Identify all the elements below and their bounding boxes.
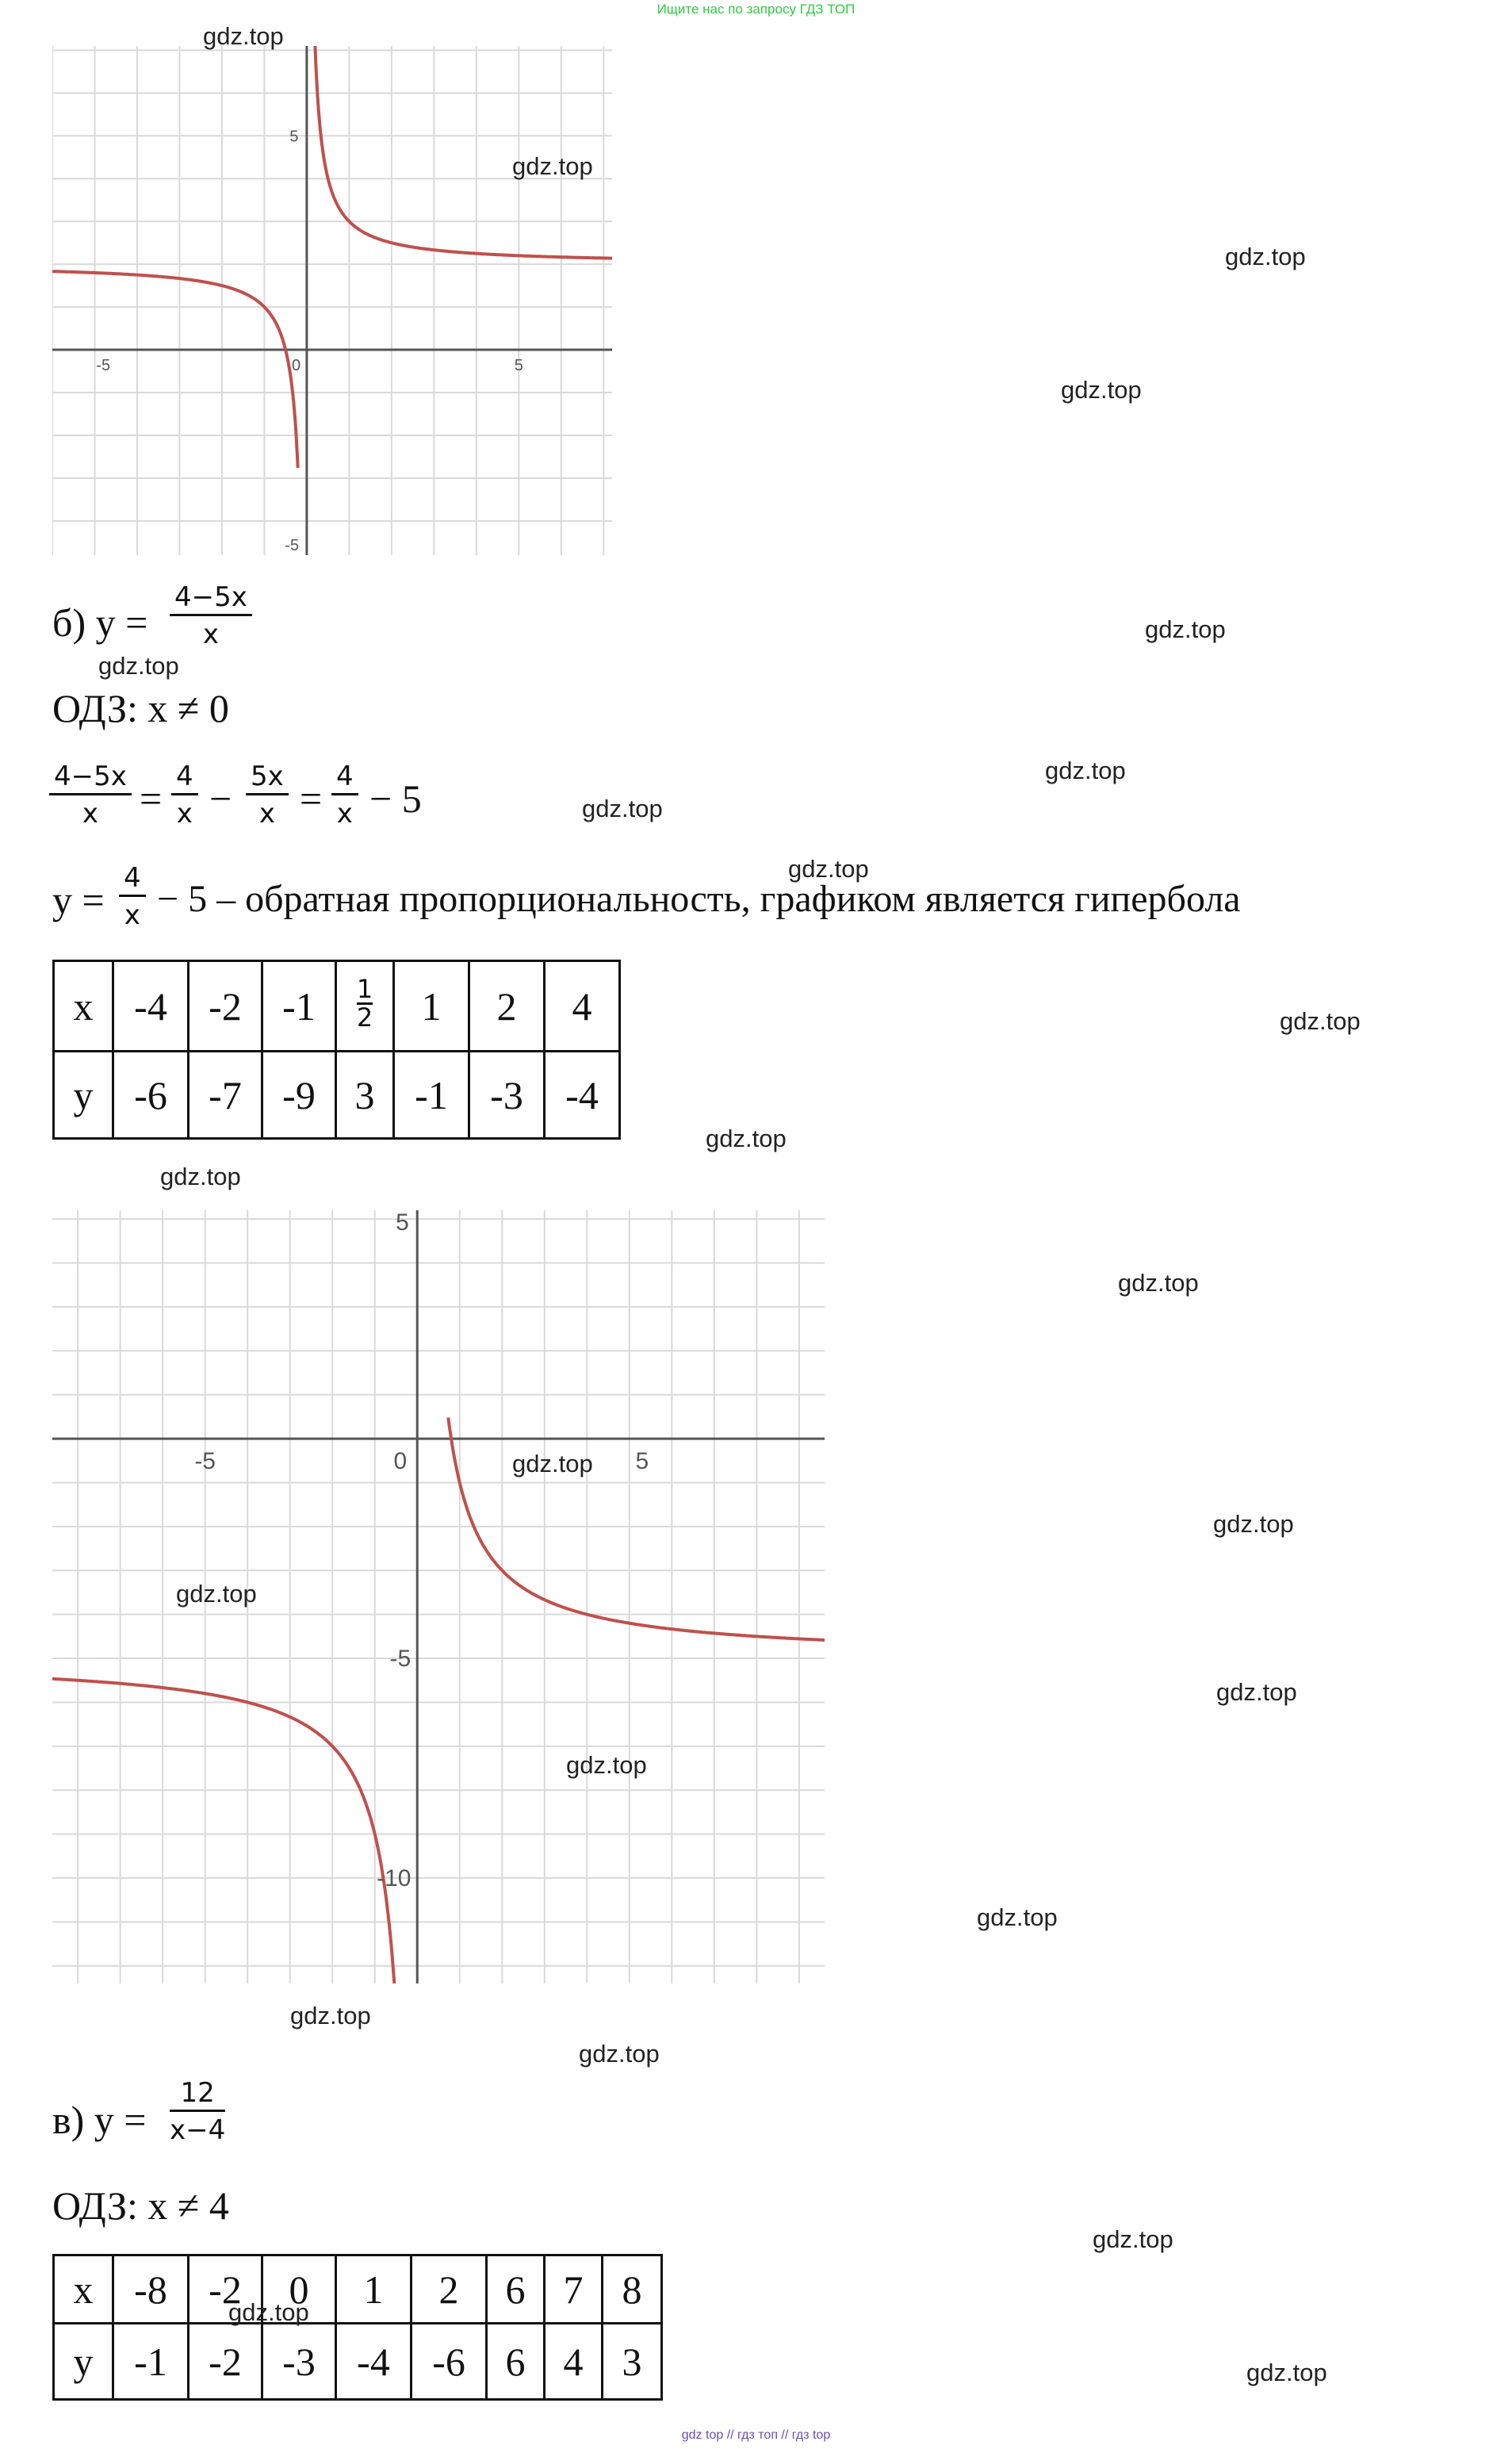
watermark: gdz.top bbox=[203, 22, 284, 50]
part-b-odz: ОДЗ: x ≠ 0 bbox=[52, 686, 229, 730]
table-cell: -6 bbox=[113, 1052, 189, 1139]
tick-label: 5 bbox=[635, 1448, 649, 1475]
table-row bbox=[54, 961, 620, 1052]
fraction-denominator: x bbox=[124, 899, 140, 931]
table-cell: -2 bbox=[189, 2324, 262, 2400]
watermark: gdz.top bbox=[1093, 2225, 1173, 2253]
fraction-denominator: x bbox=[258, 798, 275, 830]
result-fraction bbox=[119, 864, 146, 929]
table-header-x: x bbox=[54, 961, 113, 1052]
table-header-x: x bbox=[54, 2255, 113, 2324]
fraction-denominator: x−4 bbox=[170, 2114, 226, 2146]
table-cell: 1 bbox=[336, 2255, 411, 2324]
transform-fraction-4 bbox=[331, 761, 358, 830]
table-cell-fraction bbox=[336, 961, 394, 1052]
part-b-label: б) y = bbox=[52, 600, 148, 645]
table-cell: -4 bbox=[545, 1052, 620, 1139]
footer-links[interactable]: gdz top // гдз топ // гдз top bbox=[681, 2428, 831, 2442]
hyperbola-branch bbox=[52, 1679, 396, 1983]
watermark: gdz.top bbox=[228, 2298, 309, 2326]
fraction-denominator: x bbox=[202, 619, 219, 650]
fraction-numerator: 5x bbox=[246, 763, 289, 795]
tick-label: 5 bbox=[289, 128, 299, 146]
fraction-numerator: 12 bbox=[170, 2079, 225, 2112]
part-c-odz: ОДЗ: x ≠ 4 bbox=[52, 2183, 229, 2228]
value-table-c bbox=[52, 2254, 663, 2401]
watermark: gdz.top bbox=[788, 855, 869, 883]
table-row bbox=[54, 2255, 662, 2324]
watermark: gdz.top bbox=[1216, 1678, 1297, 1706]
result-text: − 5 – обратная пропорциональность, графиком является гипербола bbox=[157, 878, 1241, 920]
fraction-numerator: 4 bbox=[331, 763, 358, 795]
table-header-y: y bbox=[54, 2324, 113, 2400]
transform-tail: − 5 bbox=[369, 776, 422, 821]
table-cell: -9 bbox=[262, 1052, 336, 1139]
watermark: gdz.top bbox=[290, 2002, 371, 2029]
watermark: gdz.top bbox=[512, 1450, 593, 1477]
table-cell: -1 bbox=[394, 1052, 469, 1139]
tick-label: -10 bbox=[377, 1865, 411, 1892]
equals-sign: = bbox=[140, 776, 163, 821]
watermark: gdz.top bbox=[977, 1903, 1058, 1931]
search-hint-link[interactable]: Ищите нас по запросу ГДЗ ТОП bbox=[656, 2, 856, 17]
result-prefix: y = bbox=[52, 878, 105, 922]
fraction-denominator: x bbox=[336, 798, 353, 830]
part-c-label: в) y = bbox=[52, 2098, 147, 2142]
watermark: gdz.top bbox=[1246, 2359, 1327, 2386]
table-cell: -4 bbox=[336, 2324, 411, 2400]
table-cell: 0 bbox=[262, 2255, 336, 2324]
watermark: gdz.top bbox=[98, 652, 179, 680]
table-cell: -6 bbox=[411, 2324, 487, 2400]
fraction-numerator: 4−5x bbox=[170, 584, 252, 616]
watermark: gdz.top bbox=[1145, 615, 1226, 643]
watermark: gdz.top bbox=[1225, 243, 1306, 270]
watermark: gdz.top bbox=[1213, 1510, 1294, 1538]
table-cell: 6 bbox=[487, 2324, 545, 2400]
table-cell: -4 bbox=[113, 961, 189, 1052]
equals-sign: = bbox=[300, 776, 323, 821]
tick-label: -5 bbox=[194, 1448, 216, 1475]
tick-label: 0 bbox=[291, 357, 301, 375]
table-cell: 1 bbox=[394, 961, 469, 1052]
transform-fraction-1 bbox=[49, 761, 132, 830]
table-cell: 6 bbox=[487, 2255, 545, 2324]
tick-label: -5 bbox=[389, 1646, 411, 1673]
table-cell: 2 bbox=[411, 2255, 487, 2324]
watermark: gdz.top bbox=[582, 795, 663, 822]
watermark: gdz.top bbox=[1061, 376, 1142, 404]
watermark: gdz.top bbox=[579, 2040, 660, 2068]
watermark: gdz.top bbox=[160, 1163, 241, 1190]
tick-label: 5 bbox=[396, 1210, 409, 1236]
table-cell: -7 bbox=[189, 1052, 262, 1139]
tick-label: 0 bbox=[393, 1448, 408, 1475]
fraction-numerator: 4−5x bbox=[49, 763, 132, 795]
watermark: gdz.top bbox=[512, 152, 593, 180]
graph-1-hyperbola bbox=[52, 46, 612, 555]
table-cell: 7 bbox=[545, 2255, 603, 2324]
transform-fraction-3 bbox=[246, 761, 289, 830]
watermark: gdz.top bbox=[1045, 757, 1126, 784]
table-cell: 4 bbox=[545, 961, 620, 1052]
part-c-formula bbox=[170, 2079, 225, 2144]
table-cell: -1 bbox=[262, 961, 336, 1052]
table-cell: -2 bbox=[189, 2255, 262, 2324]
table-cell: 3 bbox=[336, 1052, 394, 1139]
watermark: gdz.top bbox=[566, 1751, 647, 1779]
table-cell: 2 bbox=[469, 961, 545, 1052]
tick-label: -5 bbox=[285, 537, 300, 554]
table-cell: -8 bbox=[113, 2255, 189, 2324]
transform-fraction-2 bbox=[171, 761, 198, 830]
table-cell: 8 bbox=[603, 2255, 662, 2324]
fraction-denominator: x bbox=[176, 798, 193, 830]
fraction-denominator: 2 bbox=[356, 1002, 373, 1033]
watermark: gdz.top bbox=[176, 1580, 257, 1608]
watermark: gdz.top bbox=[706, 1125, 787, 1152]
table-header-y: y bbox=[54, 1052, 113, 1139]
table-cell: 4 bbox=[545, 2324, 603, 2400]
value-table-b bbox=[52, 960, 621, 1140]
table-cell: 3 bbox=[603, 2324, 662, 2400]
fraction-numerator: 4 bbox=[119, 864, 146, 897]
hyperbola-branch bbox=[52, 271, 301, 468]
table-cell: -3 bbox=[469, 1052, 545, 1139]
table-row bbox=[54, 2324, 662, 2400]
table-cell: -3 bbox=[262, 2324, 336, 2400]
tick-label: 5 bbox=[514, 357, 523, 375]
table-cell: -1 bbox=[113, 2324, 189, 2400]
table-cell: -2 bbox=[189, 961, 262, 1052]
watermark: gdz.top bbox=[1118, 1269, 1199, 1297]
minus-sign: − bbox=[209, 776, 232, 821]
fraction-numerator: 4 bbox=[171, 763, 198, 795]
fraction-numerator: 1 bbox=[356, 973, 373, 1004]
watermark: gdz.top bbox=[1280, 1007, 1361, 1035]
table-row bbox=[54, 1052, 620, 1139]
part-b-formula bbox=[170, 581, 252, 650]
fraction-denominator: x bbox=[82, 798, 98, 830]
graph-2-hyperbola bbox=[52, 1210, 825, 1983]
tick-label: -5 bbox=[96, 357, 111, 375]
